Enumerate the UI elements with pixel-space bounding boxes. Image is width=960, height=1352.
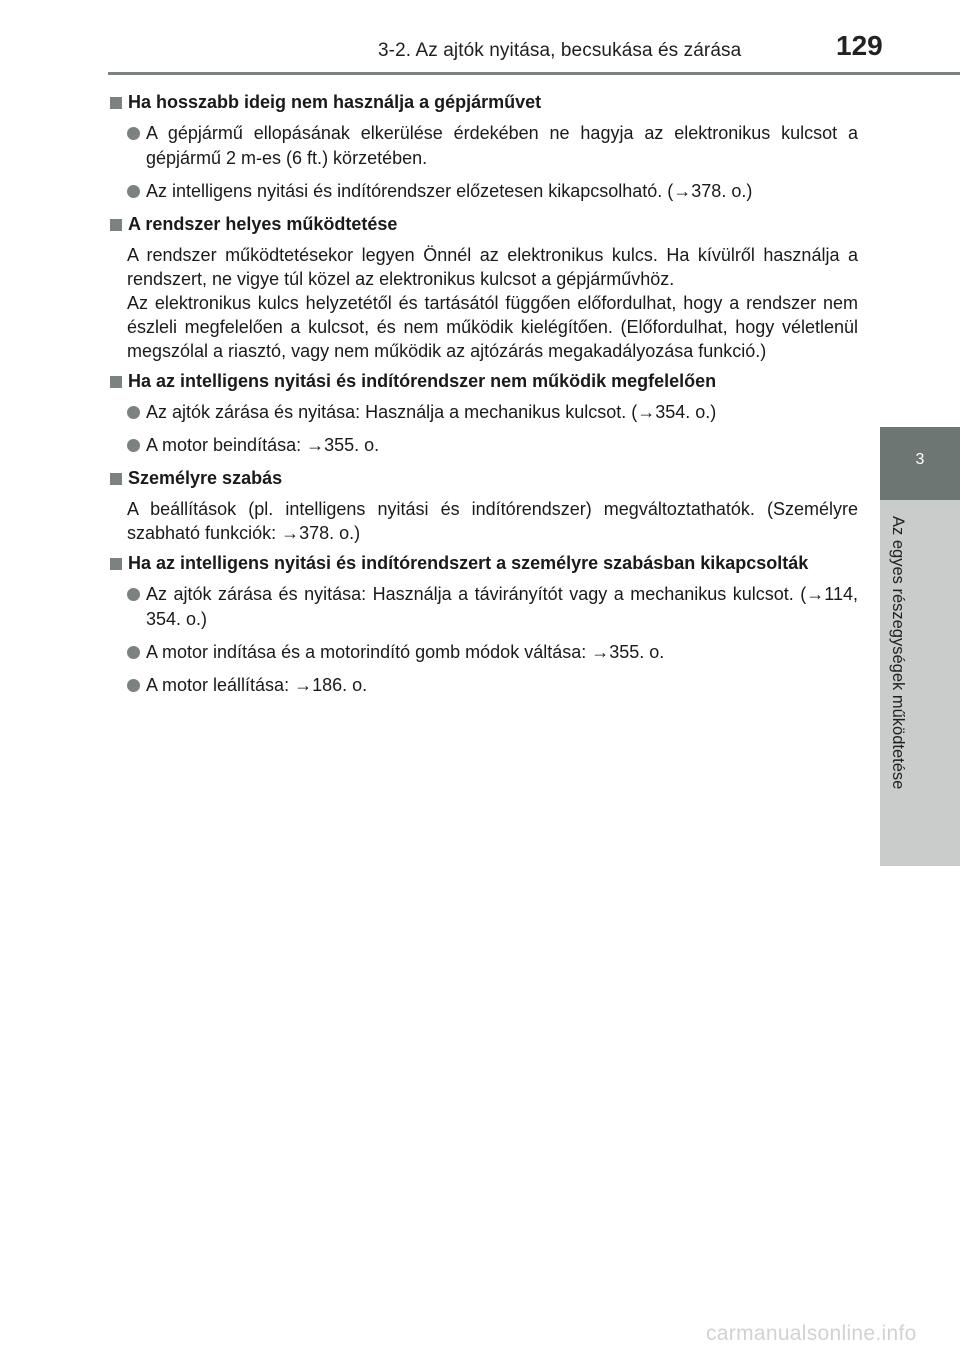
list-item-text: Az intelligens nyitási és indítórendszer előzetesen kikapcsolható. (→378. o.) xyxy=(146,181,753,201)
list-item xyxy=(108,673,858,698)
chapter-side-label: Az egyes részegységek működtetése xyxy=(889,516,907,790)
chapter-tab-number: 3 xyxy=(915,451,925,468)
paragraph: Az elektronikus kulcs helyzetétől és tartásától függően előfordulhat, hogy a rendszer nem észleli megfelelően a kulcsot, és nem működik kielégítően. (Előfordulhat, hogy véletlenül megszólal a riasztó, vagy nem működik az ajtózárás megakadályozása funkció.) xyxy=(127,293,858,361)
section-heading-text: Személyre szabás xyxy=(128,468,283,488)
list-item-text: A gépjármű ellopásának elkerülése érdekében ne hagyja az elektronikus kulcsot a gépjármű 2 m-es (6 ft.) körzetében. xyxy=(146,123,858,168)
chapter-tab xyxy=(880,427,960,500)
square-bullet-icon xyxy=(110,97,122,109)
paragraph: A beállítások (pl. intelligens nyitási és indítórendszer) megváltoztathatók. (Személyre szabható funkciók: →378. o.) xyxy=(127,499,858,543)
section-system-malfunction xyxy=(108,369,858,458)
circle-bullet-icon xyxy=(127,646,140,659)
square-bullet-icon xyxy=(110,558,122,570)
list-item xyxy=(108,433,858,458)
section-long-term-storage xyxy=(108,90,858,204)
page-content xyxy=(108,90,858,706)
square-bullet-icon xyxy=(110,376,122,388)
section-heading-text: Ha az intelligens nyitási és indítórendszer nem működik megfelelően xyxy=(128,371,717,391)
section-heading-text: Ha hosszabb ideig nem használja a gépjárművet xyxy=(128,92,542,112)
section-heading xyxy=(108,90,858,115)
page-number: 129 xyxy=(836,30,883,61)
list-item-text: A motor leállítása: →186. o. xyxy=(146,675,368,695)
list-item-text: A motor indítása és a motorindító gomb módok váltása: →355. o. xyxy=(146,642,665,662)
circle-bullet-icon xyxy=(127,406,140,419)
section-heading-text: A rendszer helyes működtetése xyxy=(128,214,398,234)
section-heading xyxy=(108,212,858,237)
section-heading xyxy=(108,551,858,576)
list-item xyxy=(108,582,858,632)
section-disabled-by-customization xyxy=(108,551,858,698)
section-heading-text: Ha az intelligens nyitási és indítórendszert a személyre szabásban kikapcsolták xyxy=(128,553,809,573)
circle-bullet-icon xyxy=(127,588,140,601)
list-item-text: Az ajtók zárása és nyitása: Használja a mechanikus kulcsot. (→354. o.) xyxy=(146,402,717,422)
square-bullet-icon xyxy=(110,219,122,231)
page-header-title: 3-2. Az ajtók nyitása, becsukása és zárása xyxy=(378,40,742,61)
circle-bullet-icon xyxy=(127,185,140,198)
circle-bullet-icon xyxy=(127,127,140,140)
section-correct-operation xyxy=(108,212,858,363)
section-customization xyxy=(108,466,858,545)
section-heading xyxy=(108,369,858,394)
list-item xyxy=(108,640,858,665)
list-item xyxy=(108,179,858,204)
circle-bullet-icon xyxy=(127,439,140,452)
site-watermark: carmanualsonline.info xyxy=(706,1322,917,1345)
paragraph: A rendszer működtetésekor legyen Önnél az elektronikus kulcs. Ha kívülről használja a rendszert, ne vigye túl közel az elektronikus kulcsot a gépjárművhöz. xyxy=(127,245,858,289)
list-item-text: Az ajtók zárása és nyitása: Használja a távirányítót vagy a mechanikus kulcsot. (→114, 354. o.) xyxy=(146,584,858,629)
list-item xyxy=(108,121,858,171)
list-item xyxy=(108,400,858,425)
list-item-text: A motor beindítása: →355. o. xyxy=(146,435,380,455)
circle-bullet-icon xyxy=(127,679,140,692)
header-divider xyxy=(108,72,960,75)
section-heading xyxy=(108,466,858,491)
square-bullet-icon xyxy=(110,473,122,485)
